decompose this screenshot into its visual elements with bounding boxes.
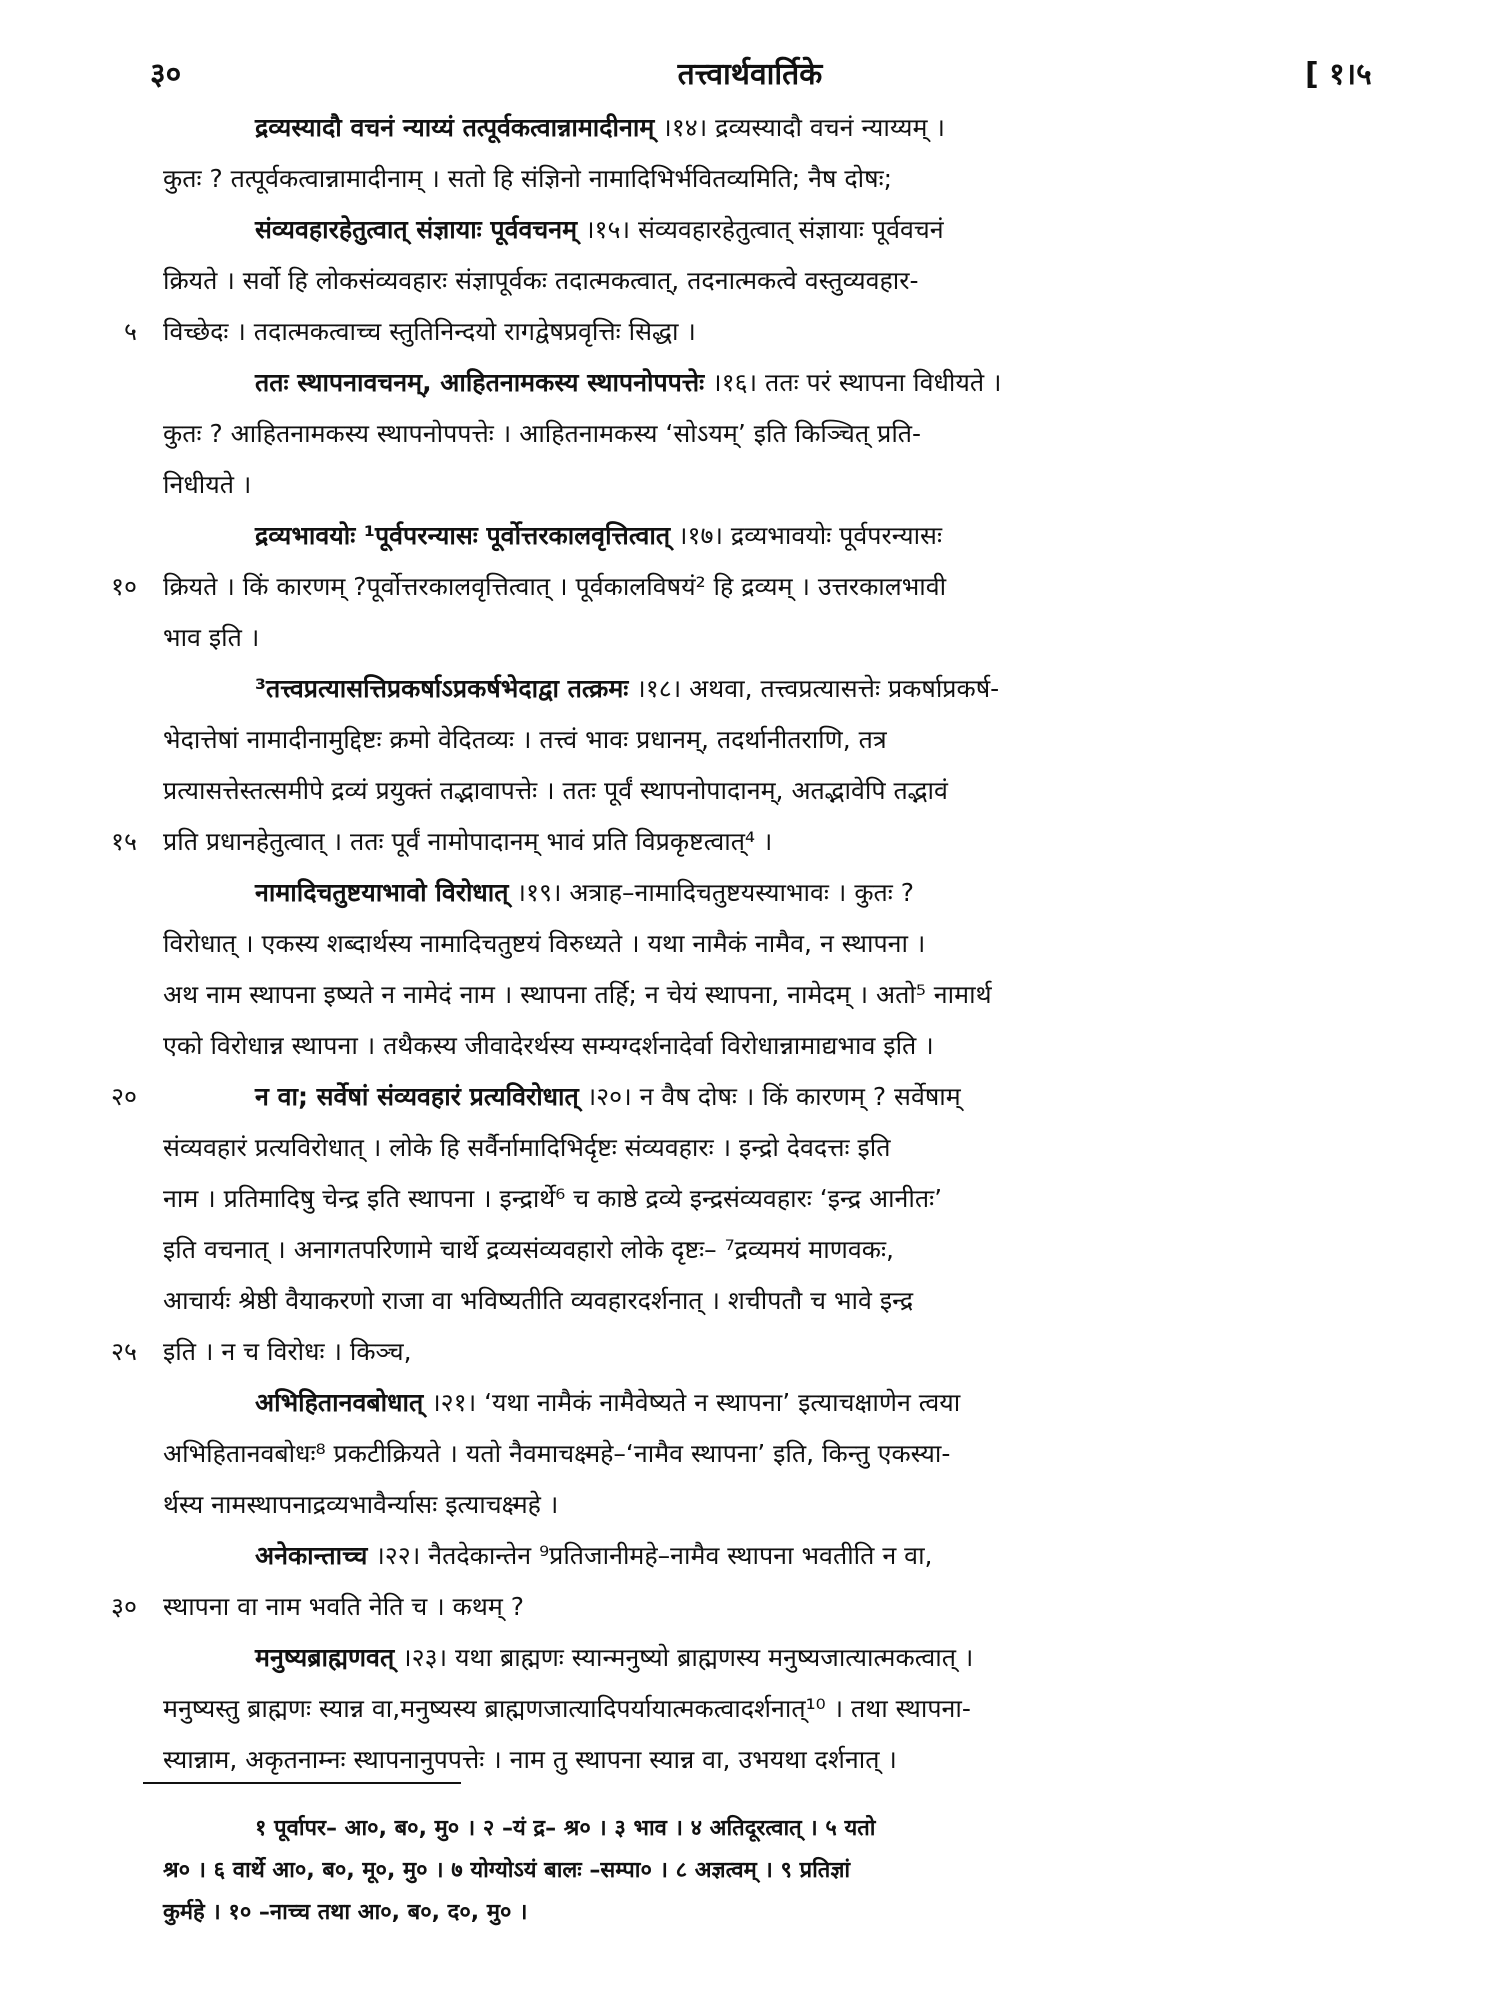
- line-number: ५: [123, 317, 137, 346]
- line-text: कुतः ? तत्पूर्वकत्वान्नामादीनाम् । सतो हि संज्ञिनो नामादिभिर्भवितव्यमिति; नैष दोषः;: [163, 164, 893, 193]
- line-text: प्रत्यासत्तेस्तत्समीपे द्रव्यं प्रयुक्तं तद्भावापत्तेः । ततः पूर्वं स्थापनोपादानम्, अतद्भावेपि तद्भावं: [163, 776, 948, 805]
- text-line: [110, 1071, 1388, 1122]
- text-line: [163, 1224, 1388, 1275]
- text-line: [163, 1734, 1388, 1785]
- line-text: मनुष्यस्तु ब्राह्मणः स्यान्न वा,मनुष्यस्य ब्राह्मणजात्यादिपर्यायात्मकत्वादर्शनात्¹⁰ । तथा स्थापना-: [163, 1694, 971, 1723]
- body-text: [110, 102, 1388, 1785]
- text-line: [163, 408, 1388, 459]
- text-line: [163, 1275, 1388, 1326]
- footnote-rule: [143, 1782, 461, 1784]
- footnote-line: कुर्महे । १० –नाच्च तथा आ०, ब०, द०, मु० ।: [163, 1900, 528, 1925]
- text-line: [110, 561, 1388, 612]
- line-text: भाव इति ।: [163, 623, 260, 652]
- text-line: [163, 612, 1388, 663]
- text-line: [163, 1428, 1388, 1479]
- sutra-heading: न वा; सर्वेषां संव्यवहारं प्रत्यविरोधात्: [255, 1082, 579, 1111]
- line-text: क्रियते । किं कारणम् ?पूर्वोत्तरकालवृत्तित्वात् । पूर्वकालविषयं² हि द्रव्यम् । उत्तरकालभावी: [163, 572, 947, 601]
- line-text: अथ नाम स्थापना इष्यते न नामेदं नाम । स्थापना तर्हि; न चेयं स्थापना, नामेदम् । अतो⁵ नामार्थ: [163, 980, 992, 1009]
- sutra-heading: नामादिचतुष्टयाभावो विरोधात्: [255, 878, 509, 907]
- text-line: [163, 765, 1388, 816]
- line-text: क्रियते । सर्वो हि लोकसंव्यवहारः संज्ञापूर्वकः तदात्मकत्वात्, तदनात्मकत्वे वस्तुव्यवहार-: [163, 266, 919, 295]
- line-text: इति । न च विरोधः । किञ्च,: [163, 1337, 412, 1366]
- text-line: [163, 867, 1388, 918]
- line-text: ।२२। नैतदेकान्तेन ⁹प्रतिजानीमहे–नामैव स्थापना भवतीति न वा,: [367, 1541, 933, 1570]
- text-line: [163, 918, 1388, 969]
- sutra-heading: मनुष्यब्राह्मणवत्: [255, 1643, 395, 1672]
- text-line: [163, 153, 1388, 204]
- line-text: निधीयते ।: [163, 470, 252, 499]
- line-text: अभिहितानवबोधः⁸ प्रकटीक्रियते । यतो नैवमाचक्ष्महे–‘नामैव स्थापना’ इति, किन्तु एकस्या-: [163, 1439, 951, 1468]
- text-line: [110, 1581, 1388, 1632]
- section-reference: [ १।५: [1305, 57, 1372, 92]
- line-text: स्थापना वा नाम भवति नेति च । कथम् ?: [163, 1592, 525, 1621]
- line-text: ।२३। यथा ब्राह्मणः स्यान्मनुष्यो ब्राह्मणस्य मनुष्यजात्यात्मकत्वात् ।: [394, 1643, 974, 1672]
- line-text: ।१८। अथवा, तत्त्वप्रत्यासत्तेः प्रकर्षाप्रकर्ष-: [628, 674, 1000, 703]
- footnote-line: श्र० । ६ वार्थे आ०, ब०, मू०, मु० । ७ योग्योऽयं बालः –सम्पा० । ८ अज्ञत्वम् । ९ प्रतिज्ञां: [163, 1858, 851, 1883]
- text-line: [163, 102, 1388, 153]
- text-line: [163, 1632, 1388, 1683]
- line-number: २५: [110, 1337, 137, 1366]
- sutra-heading: ततः स्थापनावचनम्, आहितनामकस्य स्थापनोपपत्तेः: [255, 368, 705, 397]
- text-line: [163, 663, 1388, 714]
- text-line: [163, 969, 1388, 1020]
- text-line: [163, 459, 1388, 510]
- line-text: ।१६। ततः परं स्थापना विधीयते ।: [704, 368, 1002, 397]
- line-text: विरोधात् । एकस्य शब्दार्थस्य नामादिचतुष्टयं विरुध्यते । यथा नामैकं नामैव, न स्थापना ।: [163, 929, 926, 958]
- line-text: ।१४। द्रव्यस्यादौ वचनं न्याय्यम् ।: [654, 113, 945, 142]
- text-line: [163, 1122, 1388, 1173]
- line-text: कुतः ? आहितनामकस्य स्थापनोपपत्तेः । आहितनामकस्य ‘सोऽयम्’ इति किञ्चित् प्रति-: [163, 419, 922, 448]
- text-line: [163, 510, 1388, 561]
- sutra-heading: द्रव्यस्यादौ वचनं न्याय्यं तत्पूर्वकत्वान्नामादीनाम्: [255, 113, 655, 142]
- line-number: ३०: [110, 1592, 137, 1621]
- sutra-heading: अभिहितानवबोधात्: [255, 1388, 424, 1417]
- sutra-heading: अनेकान्ताच्च: [255, 1541, 368, 1570]
- text-line: [163, 1530, 1388, 1581]
- page-number: ३०: [150, 57, 182, 92]
- line-text: संव्यवहारं प्रत्यविरोधात् । लोके हि सर्वैर्नामादिभिर्दृष्टः संव्यवहारः । इन्द्रो देवदत्तः इति: [163, 1133, 891, 1162]
- text-line: [163, 204, 1388, 255]
- line-text: आचार्यः श्रेष्ठी वैयाकरणो राजा वा भविष्यतीति व्यवहारदर्शनात् । शचीपतौ च भावे इन्द्र: [163, 1286, 914, 1315]
- line-number: २०: [110, 1082, 137, 1111]
- text-line: [163, 357, 1388, 408]
- line-text: प्रति प्रधानहेतुत्वात् । ततः पूर्वं नामोपादानम् भावं प्रति विप्रकृष्टत्वात्⁴ ।: [163, 827, 773, 856]
- line-text: नाम । प्रतिमादिषु चेन्द्र इति स्थापना । इन्द्रार्थे⁶ च काष्ठे द्रव्ये इन्द्रसंव्यवहारः ‘इन्द्र आनीतः’: [163, 1184, 943, 1213]
- text-line: [163, 714, 1388, 765]
- line-text: ।१५। संव्यवहारहेतुत्वात् संज्ञायाः पूर्ववचनं: [577, 215, 944, 244]
- text-line: [163, 1479, 1388, 1530]
- line-text: ।१९। अत्राह–नामादिचतुष्टयस्याभावः । कुतः ?: [508, 878, 915, 907]
- text-line: [163, 255, 1388, 306]
- text-line: [110, 816, 1388, 867]
- line-text: ।२०। न वैष दोषः । किं कारणम् ? सर्वेषाम्: [578, 1082, 961, 1111]
- line-text: र्थस्य नामस्थापनाद्रव्यभावैर्न्यासः इत्याचक्ष्महे ।: [163, 1490, 559, 1519]
- line-text: ।१७। द्रव्यभावयोः पूर्वपरन्यासः: [670, 521, 943, 550]
- line-text: एको विरोधान्न स्थापना । तथैकस्य जीवादेरर्थस्य सम्यग्दर्शनादेर्वा विरोधान्नामाद्यभाव इति ।: [163, 1031, 934, 1060]
- line-number: १५: [110, 827, 137, 856]
- running-title: तत्त्वार्थवार्तिके: [677, 57, 823, 92]
- sutra-heading: संव्यवहारहेतुत्वात् संज्ञायाः पूर्ववचनम्: [255, 215, 578, 244]
- text-line: [110, 1326, 1388, 1377]
- text-line: [163, 1377, 1388, 1428]
- line-text: ।२१। ‘यथा नामैकं नामैवेष्यते न स्थापना’ इत्याचक्षाणेन त्वया: [423, 1388, 961, 1417]
- text-line: [163, 1020, 1388, 1071]
- line-text: स्यान्नाम, अकृतनाम्नः स्थापनानुपपत्तेः । नाम तु स्थापना स्यान्न वा, उभयथा दर्शनात् ।: [163, 1745, 897, 1774]
- line-text: भेदात्तेषां नामादीनामुद्दिष्टः क्रमो वेदितव्यः । तत्त्वं भावः प्रधानम्, तदर्थानीतराणि, तत्र: [163, 725, 887, 754]
- text-line: [163, 1683, 1388, 1734]
- sutra-heading: द्रव्यभावयोः ¹पूर्वपरन्यासः पूर्वोत्तरकालवृत्तित्वात्: [255, 521, 671, 550]
- text-line: [123, 306, 1388, 357]
- footnote-line: १ पूर्वापर– आ०, ब०, मु० । २ –यं द्र– श्र० । ३ भाव । ४ अतिदूरत्वात् । ५ यतो: [255, 1816, 876, 1841]
- line-number: १०: [110, 572, 137, 601]
- text-line: [163, 1173, 1388, 1224]
- footnotes: [163, 1808, 1393, 1934]
- sutra-heading: ³तत्त्वप्रत्यासत्तिप्रकर्षाऽप्रकर्षभेदाद्वा तत्क्रमः: [255, 674, 629, 703]
- line-text: इति वचनात् । अनागतपरिणामे चार्थे द्रव्यसंव्यवहारो लोके दृष्टः– ⁷द्रव्यमयं माणवकः,: [163, 1235, 894, 1264]
- line-text: विच्छेदः । तदात्मकत्वाच्च स्तुतिनिन्दयो रागद्वेषप्रवृत्तिः सिद्धा ।: [163, 317, 696, 346]
